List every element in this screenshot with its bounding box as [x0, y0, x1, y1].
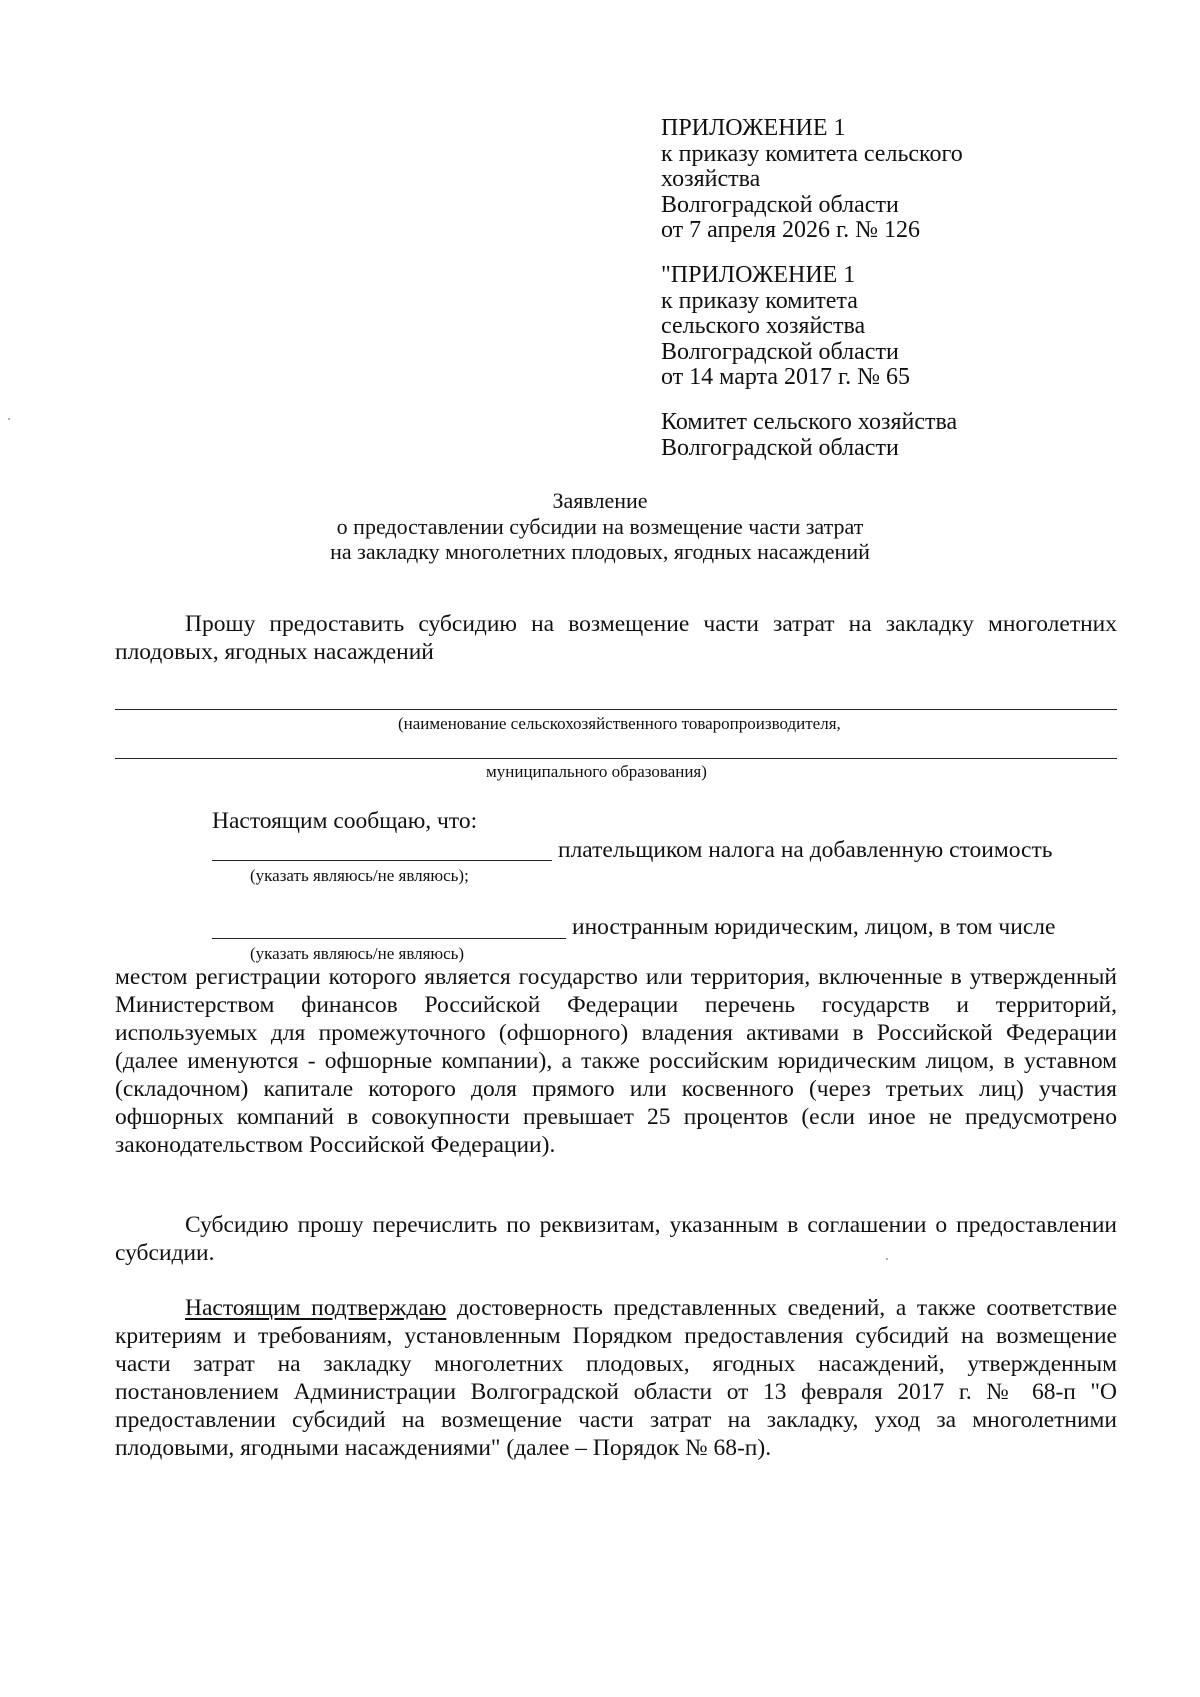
application-title	[0, 488, 1200, 565]
annex-date: от 7 апреля 2026 г. № 126	[661, 217, 921, 243]
vat-status-blank[interactable]	[212, 860, 552, 861]
scan-speck	[8, 418, 10, 420]
annex-line: к приказу комитета сельского	[661, 140, 963, 167]
addressee-line: Волгоградской области	[661, 434, 899, 461]
annex-title: "ПРИЛОЖЕНИЕ 1	[661, 262, 856, 288]
producer-caption: (наименование сельскохозяйственного товаропроизводителя,	[398, 714, 841, 733]
transfer-paragraph: Субсидию прошу перечислить по реквизитам, указанным в соглашении о предоставлении субсидии.	[115, 1212, 1117, 1266]
annex-line: к приказу комитета	[661, 287, 858, 314]
scan-speck	[886, 1258, 888, 1260]
producer-name-line[interactable]	[115, 709, 1117, 710]
addressee-line: Комитет сельского хозяйства	[661, 409, 958, 435]
vat-text: плательщиком налога на добавленную стоимость	[558, 837, 1053, 863]
foreign-caption: (указать являюсь/не являюсь)	[250, 944, 465, 963]
annex-date: от 14 марта 2017 г. № 65	[661, 364, 910, 390]
confirm-text: достоверность представленных сведений, а также соответствие критериям и требованиям, установленным Порядком предоставления субсидий на возмещение части затрат на закладку многолетних плодовых, ягодных насаждений, утвержденным постановлением Администрации Волгоградской области от 13 февраля 2017 г. № 68-п "О предоставлении субсидий на возмещение части затрат на закладку, уход за многолетними плодовыми, ягодными насаждениями" (далее – Порядок № 68-п).	[115, 1295, 1118, 1461]
notice-intro: Настоящим сообщаю, что:	[212, 808, 478, 834]
addressee-block	[661, 410, 957, 461]
foreign-text: иностранным юридическим, лицом, в том числе	[572, 914, 1056, 940]
confirm-paragraph	[115, 1294, 1117, 1462]
annex-title: ПРИЛОЖЕНИЕ 1	[661, 115, 846, 141]
title-line: на закладку многолетних плодовых, ягодных насаждений	[330, 539, 870, 564]
foreign-paragraph: местом регистрации которого является государство или территория, включенные в утвержденный Министерством финансов Российской Федерации перечень государств и территорий, используемых для промежуточного (офшорного) владения активами в Российской Федерации (далее именуются - офшорные компании), а также российским юридическим лицом, в уставном (складочном) капитале которого доля прямого или косвенного (через третьих лиц) участия офшорных компаний в совокупности превышает 25 процентов (если иное не предусмотрено законодательством Российской Федерации).	[115, 964, 1117, 1158]
request-paragraph	[115, 610, 1117, 666]
title-line: о предоставлении субсидии на возмещение части затрат	[336, 513, 864, 539]
foreign-status-blank[interactable]	[212, 938, 566, 939]
municipality-caption: муниципального образования)	[486, 762, 707, 781]
municipality-line[interactable]	[115, 758, 1117, 759]
annex-header-current	[661, 116, 963, 244]
annex-header-original	[661, 263, 910, 391]
annex-line: хозяйства	[661, 166, 761, 192]
vat-caption: (указать являюсь/не являюсь);	[250, 866, 469, 885]
title-word: Заявление	[552, 488, 648, 513]
confirm-lead: Настоящим подтверждаю	[185, 1295, 447, 1321]
request-line: плодовых, ягодных насаждений	[115, 639, 434, 665]
annex-line: Волгоградской области	[661, 191, 899, 218]
request-line: Прошу предоставить субсидию на возмещение части затрат на закладку многолетних	[185, 611, 1117, 637]
annex-line: сельского хозяйства	[661, 313, 866, 339]
annex-line: Волгоградской области	[661, 338, 899, 365]
